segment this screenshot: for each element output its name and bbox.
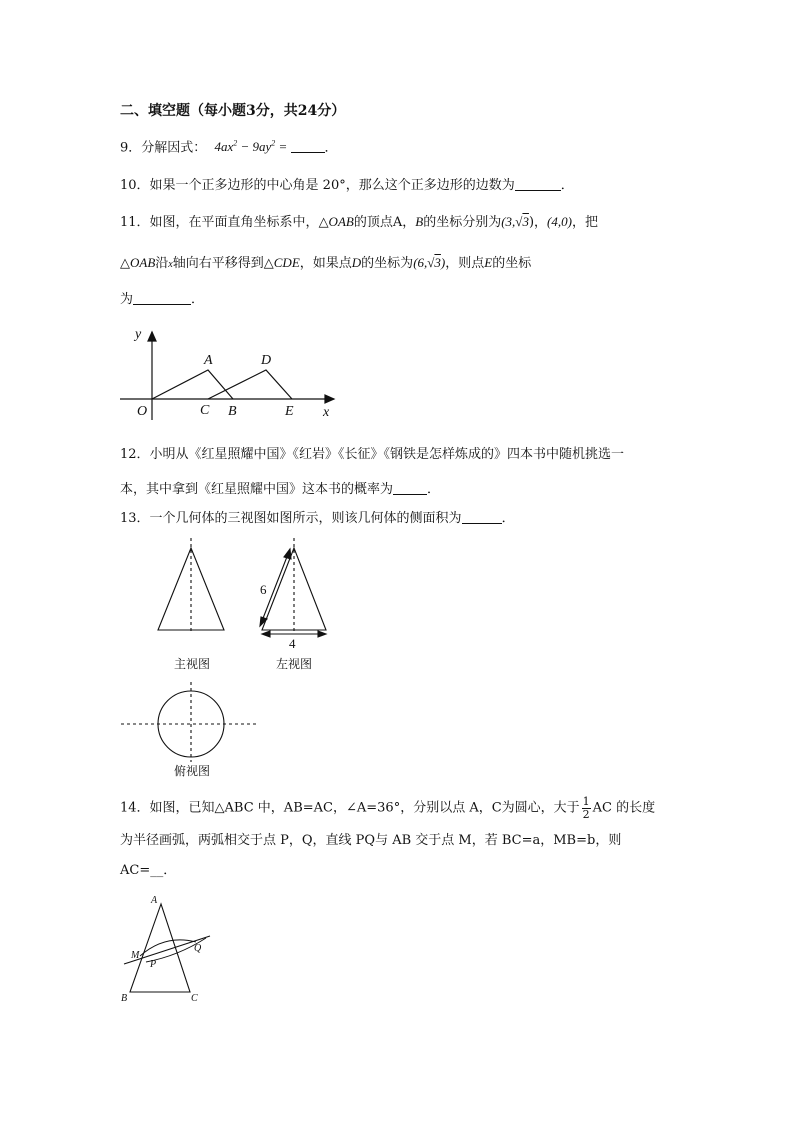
q11-label-c: C [200,403,210,418]
question-14-line-2: 为半径画弧，两弧相交于点 P，Q，直线 PQ与 AB 交于点 M，若 BC=a，MB=b，则 [120,833,622,848]
q14-arc-2 [146,938,206,962]
q11-y-arrow [148,332,156,341]
q14-triangle-abc [130,904,190,992]
q11-triangle-oab [152,370,233,399]
q13-label-base: 4 [289,636,296,651]
question-9: 9．分解因式： $4ax^2 - 9ay^2$ = ． [120,139,338,156]
q14-fraction: $\frac{1}{2}$ [582,795,590,821]
q14-label-b: B [121,993,128,1004]
q14-label-c: C [191,993,198,1004]
q10-text: 如果一个正多边形的中心角是 20°，那么这个正多边形的边数为 [149,178,515,193]
q11-label-d: D [261,353,272,368]
q13-answer-blank[interactable] [462,511,502,524]
q13-base-arrow-right [318,631,326,637]
q14-number: 14． [120,800,150,816]
question-12-line-1: 12．小明从《红星照耀中国》《红岩》《长征》《钢铁是怎样炼成的》四本书中随机挑选一 [120,447,625,462]
q11-answer-blank[interactable] [133,292,191,305]
q13-caption-top: 俯视图 [174,764,211,778]
q13-base-arrow-left [262,631,270,637]
q14-label-m: M [131,950,140,961]
question-11-line-2: △OAB沿x轴向右平移得到△CDE，如果点D的坐标为(6,√3)，则点E的坐标 [120,255,532,271]
q9-answer-blank[interactable] [291,140,325,153]
question-11-line-1: 11．如图，在平面直角坐标系中，△OAB的顶点A，B的坐标分别为(3,√3)，(4,0)，把 [120,214,598,230]
q13-number: 13． [120,511,150,526]
question-14-line-3: AC=__． [120,863,177,878]
q13-label-slant: 6 [260,582,267,597]
q11-number: 11． [120,215,150,230]
section-title: 二、填空题（每小题3分，共24分） [120,103,346,119]
question-10: 10．如果一个正多边形的中心角是 20°，那么这个正多边形的边数为 ． [120,178,574,193]
q12-answer-blank[interactable] [393,482,427,495]
q12-number: 12． [120,447,150,462]
q9-text: 分解因式： [141,140,207,156]
q11-label-b: B [228,404,237,419]
q13-slant-arrow-top [284,549,291,559]
question-14-line-1: 14．如图，已知△ABC 中，AB=AC，∠A=36°，分别以点 A，C为圆心，大于 $\frac{1}{2}$ AC 的长度 [120,795,656,821]
q14-arc-1 [140,940,196,956]
q11-triangle-cde [208,370,292,399]
q13-caption-left: 左视图 [276,657,313,671]
q13-caption-front: 主视图 [174,657,211,671]
q11-label-a: A [204,353,213,368]
q14-label-a: A [151,895,158,906]
q14-label-p: P [150,959,157,970]
q13-left-triangle [262,548,326,630]
q9-expression: $4ax^2 - 9ay^2$ = [214,139,291,155]
q11-label-o: O [137,404,148,419]
q13-slant-arrow-bottom [260,617,267,626]
q14-label-q: Q [194,943,202,954]
question-12-line-2: 本，其中拿到《红星照耀中国》这本书的概率为 ． [120,482,441,497]
q14-line-pq [124,936,210,964]
q13-top-circle [158,691,224,757]
q11-label-y: y [135,327,142,342]
question-11-line-3: 为 ． [120,292,205,307]
q14-answer-blank[interactable]: __ [150,863,164,878]
q11-label-x: x [323,405,330,420]
q10-number: 10． [120,178,150,193]
q13-front-triangle [158,548,224,630]
q9-number: 9． [120,140,142,156]
q11-label-e: E [285,404,294,419]
q11-x-arrow [325,395,334,403]
q13-slant-dimension [260,549,290,626]
question-13: 13．一个几何体的三视图如图所示，则该几何体的侧面积为 ． [120,511,515,526]
q10-answer-blank[interactable] [515,178,561,191]
